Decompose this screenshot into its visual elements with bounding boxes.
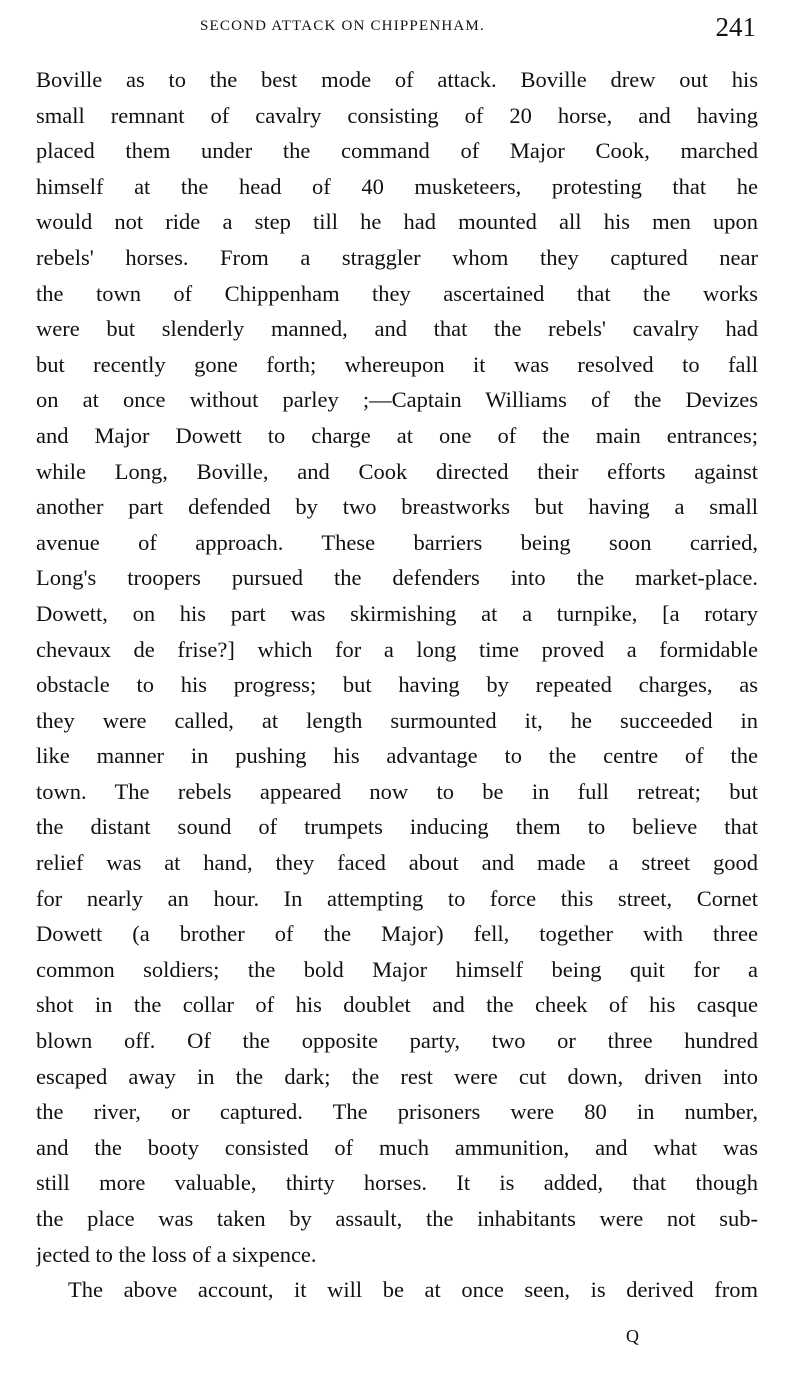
text-line: for nearly an hour. In attempting to force this street, Cornet bbox=[36, 885, 758, 911]
text-line: the place was taken by assault, the inhabitants were not sub- bbox=[36, 1206, 758, 1231]
text-line: small remnant of cavalry consisting of 20 horse, and having bbox=[36, 102, 758, 128]
text-line: but recently gone forth; whereupon it was resolved to fall bbox=[36, 351, 758, 377]
text-line: another part defended by two breastworks but having a small bbox=[36, 494, 758, 520]
text-line: on at once without parley ;—Captain Williams of the Devizes bbox=[36, 387, 758, 413]
running-title: SECOND ATTACK ON CHIPPENHAM. bbox=[200, 18, 485, 34]
text-line: jected to the loss of a sixpence. bbox=[36, 1241, 317, 1267]
text-line: Long's troopers pursued the defenders into the market-place. bbox=[36, 565, 758, 591]
text-line: escaped away in the dark; the rest were cut down, driven into bbox=[36, 1063, 758, 1089]
text-line: common soldiers; the bold Major himself being quit for a bbox=[36, 956, 758, 982]
text-line: while Long, Boville, and Cook directed their efforts against bbox=[36, 458, 758, 484]
page-number: 241 bbox=[715, 12, 756, 42]
text-line: Dowett, on his part was skirmishing at a turnpike, [a rotary bbox=[36, 600, 758, 626]
text-line: the town of Chippenham they ascertained that the works bbox=[36, 280, 758, 306]
text-line: and the booty consisted of much ammunition, and what was bbox=[36, 1134, 758, 1160]
text-line: town. The rebels appeared now to be in full retreat; but bbox=[36, 778, 758, 804]
text-line: would not ride a step till he had mounted all his men upon bbox=[36, 209, 758, 235]
text-line: still more valuable, thirty horses. It is added, that though bbox=[36, 1170, 758, 1196]
text-line: blown off. Of the opposite party, two or three hundred bbox=[36, 1028, 758, 1054]
text-line: the river, or captured. The prisoners were 80 in number, bbox=[36, 1099, 758, 1125]
text-line: like manner in pushing his advantage to the centre of the bbox=[36, 743, 758, 769]
text-line: and Major Dowett to charge at one of the main entrances; bbox=[36, 422, 758, 448]
text-line: the distant sound of trumpets inducing them to believe that bbox=[36, 814, 758, 840]
text-line: Boville as to the best mode of attack. Boville drew out his bbox=[36, 67, 758, 92]
text-line: obstacle to his progress; but having by repeated charges, as bbox=[36, 672, 758, 698]
text-line: The above account, it will be at once seen, is derived from bbox=[68, 1277, 758, 1303]
text-line: rebels' horses. From a straggler whom they captured near bbox=[36, 244, 758, 270]
text-line: relief was at hand, they faced about and made a street good bbox=[36, 850, 758, 876]
text-line: himself at the head of 40 musketeers, protesting that he bbox=[36, 173, 758, 199]
signature-mark: Q bbox=[626, 1326, 639, 1346]
text-line: avenue of approach. These barriers being soon carried, bbox=[36, 529, 758, 555]
body-text bbox=[36, 62, 758, 1308]
text-line: were but slenderly manned, and that the rebels' cavalry had bbox=[36, 316, 758, 342]
text-line: chevaux de frise?] which for a long time proved a formidable bbox=[36, 636, 758, 662]
text-line: shot in the collar of his doublet and the cheek of his casque bbox=[36, 992, 758, 1018]
text-line: they were called, at length surmounted it, he succeeded in bbox=[36, 707, 758, 733]
text-line: placed them under the command of Major Cook, marched bbox=[36, 138, 758, 164]
text-line: Dowett (a brother of the Major) fell, together with three bbox=[36, 921, 758, 947]
running-head bbox=[0, 12, 800, 48]
